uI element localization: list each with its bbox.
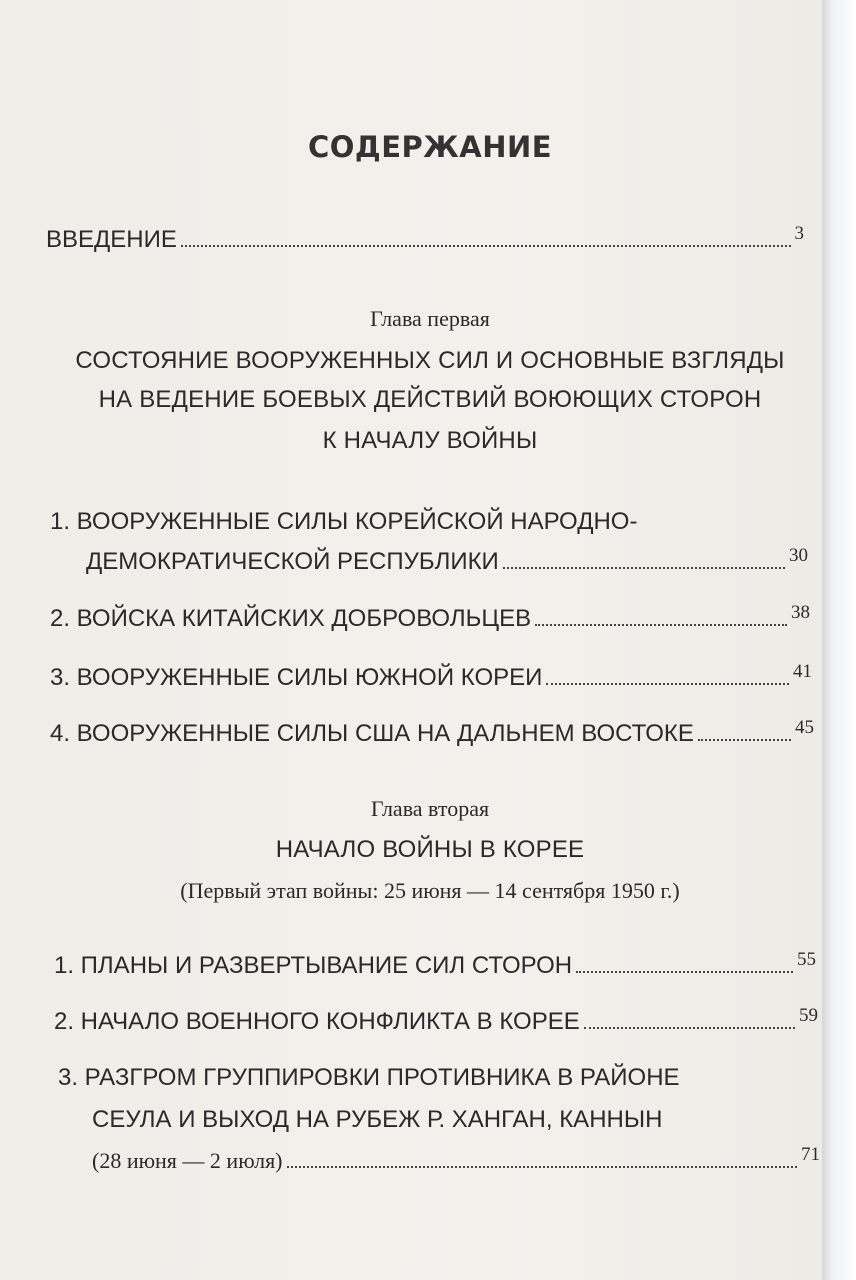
toc-page-number: 38 xyxy=(791,602,810,623)
toc-entry-text: 4. ВООРУЖЕННЫЕ СИЛЫ США НА ДАЛЬНЕМ ВОСТОКЕ xyxy=(50,720,694,747)
chapter-2-subtitle: (Первый этап войны: 25 июня — 14 сентября 1950 г.) xyxy=(180,878,680,903)
toc-page-number: 41 xyxy=(793,661,812,682)
toc-entry-text: ВВЕДЕНИЕ xyxy=(46,226,177,253)
toc-entry-1-4[interactable] xyxy=(50,717,814,748)
toc-entry-2-1[interactable] xyxy=(54,949,816,980)
contents-heading: СОДЕРЖАНИЕ xyxy=(307,130,553,164)
toc-entry-2-3-line-2: СЕУЛА И ВЫХОД НА РУБЕЖ Р. ХАНГАН, КАННЫН xyxy=(92,1106,663,1133)
toc-page-number: 30 xyxy=(789,545,808,566)
toc-entry-text: (28 июня — 2 июля) xyxy=(92,1148,283,1173)
toc-entry-2-3-line-1: 3. РАЗГРОМ ГРУППИРОВКИ ПРОТИВНИКА В РАЙОНЕ xyxy=(58,1064,680,1091)
toc-page-number: 3 xyxy=(794,223,804,244)
chapter-1-title-line-2: НА ВЕДЕНИЕ БОЕВЫХ ДЕЙСТВИЙ ВОЮЮЩИХ СТОРОН xyxy=(98,386,762,413)
toc-entry-1-1-line-1: 1. ВООРУЖЕННЫЕ СИЛЫ КОРЕЙСКОЙ НАРОДНО- xyxy=(50,508,638,535)
toc-page-number: 55 xyxy=(797,949,816,970)
toc-entry-1-3[interactable] xyxy=(50,661,812,692)
toc-entry-2-3[interactable] xyxy=(92,1144,820,1174)
leader-dots xyxy=(181,239,791,247)
toc-page-number: 59 xyxy=(799,1005,818,1026)
toc-entry-1-1[interactable] xyxy=(86,545,808,576)
leader-dots xyxy=(287,1160,797,1168)
next-page-edge xyxy=(822,0,856,1280)
leader-dots xyxy=(584,1021,795,1029)
leader-dots xyxy=(546,677,789,685)
chapter-1-label: Глава первая xyxy=(370,306,490,331)
chapter-2-label: Глава вторая xyxy=(370,796,490,821)
toc-entry-text: 2. НАЧАЛО ВОЕННОГО КОНФЛИКТА В КОРЕЕ xyxy=(54,1008,580,1035)
toc-entry-2-2[interactable] xyxy=(54,1005,818,1036)
toc-page-number: 71 xyxy=(801,1144,820,1165)
toc-entry-intro[interactable] xyxy=(46,223,804,254)
leader-dots xyxy=(576,965,793,973)
toc-entry-text: 3. ВООРУЖЕННЫЕ СИЛЫ ЮЖНОЙ КОРЕИ xyxy=(50,664,543,691)
chapter-2-title: НАЧАЛО ВОЙНЫ В КОРЕЕ xyxy=(275,836,585,863)
toc-entry-text: 2. ВОЙСКА КИТАЙСКИХ ДОБРОВОЛЬЦЕВ xyxy=(50,605,532,632)
chapter-1-title-line-3: К НАЧАЛУ ВОЙНЫ xyxy=(322,427,538,454)
chapter-1-title-line-1: СОСТОЯНИЕ ВООРУЖЕННЫХ СИЛ И ОСНОВНЫЕ ВЗГЛЯДЫ xyxy=(75,347,785,374)
leader-dots xyxy=(535,618,787,626)
leader-dots xyxy=(698,733,791,741)
toc-entry-text: 1. ПЛАНЫ И РАЗВЕРТЫВАНИЕ СИЛ СТОРОН xyxy=(54,952,573,979)
toc-entry-text: ДЕМОКРАТИЧЕСКОЙ РЕСПУБЛИКИ xyxy=(86,548,499,575)
toc-entry-1-2[interactable] xyxy=(50,602,810,633)
toc-page-number: 45 xyxy=(795,717,814,738)
leader-dots xyxy=(503,561,785,569)
